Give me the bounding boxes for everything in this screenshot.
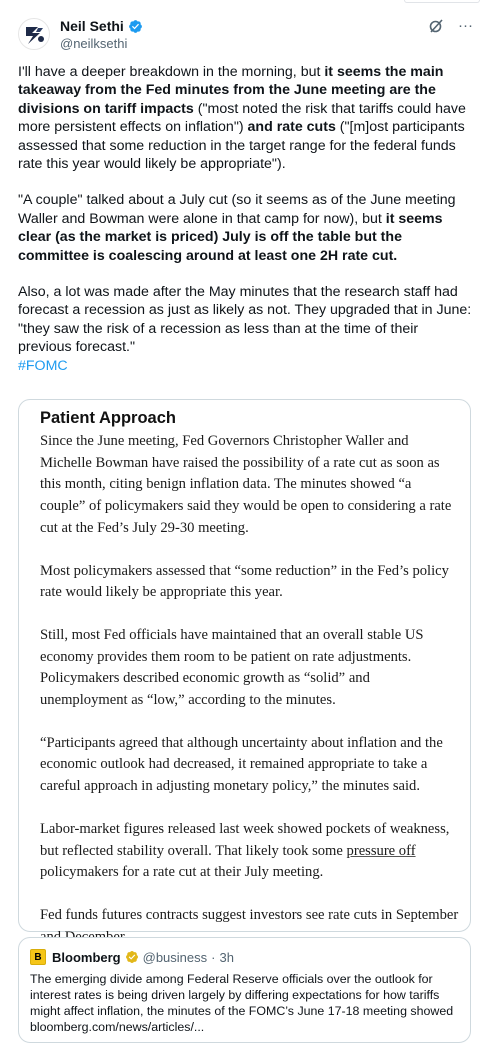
bloomberg-logo: B xyxy=(30,949,46,965)
quoted-author-handle[interactable]: @business xyxy=(142,949,208,965)
article-title: Patient Approach xyxy=(40,409,176,427)
verified-gold-badge-icon xyxy=(125,950,139,964)
article-screenshot xyxy=(40,408,460,948)
tweet-paragraph-1: I'll have a deeper breakdown in the morning, but it seems the main takeaway from the Fed minutes from the June meeting are the divisions on tariff impacts ("most noted the risk that tariffs could have more persistent effects on inflation") and rate cuts ("[m]ost participants assessed that some reduction in the target range for the federal funds rate this year would likely be appropriate"). xyxy=(18,64,466,173)
attached-image[interactable] xyxy=(18,399,471,932)
tweet-header xyxy=(18,14,473,54)
article-paragraph: Most policymakers assessed that “some reduction” in the Fed’s policy rate would likely be appropriate this year. xyxy=(40,562,449,601)
tweet-paragraph-3: Also, a lot was made after the May minutes that the research staff had forecast a recession as just as likely as not. They upgraded that in June: "they saw the risk of a recession as less than at the time of their previous forecast." #FOMC xyxy=(18,284,472,374)
hashtag-link[interactable]: #FOMC xyxy=(18,357,68,374)
verified-badge-icon xyxy=(128,19,143,34)
article-paragraph: Still, most Fed officials have maintained that an overall stable US economy provides them room to be patient on rate adjustments. Policymakers described economic growth as “solid” and unemployment as “low,” according to the minutes. xyxy=(40,626,424,709)
article-paragraph: “Participants agreed that although uncertainty about inflation and the economic outlook had decreased, it remained appropriate to take a careful approach in adjusting monetary policy,” the minutes said. xyxy=(40,734,443,795)
tweet-body xyxy=(18,63,474,375)
author-handle[interactable]: @neilksethi xyxy=(60,36,128,51)
avatar[interactable] xyxy=(18,18,50,50)
quoted-author-name[interactable]: Bloomberg xyxy=(52,949,121,965)
grok-icon[interactable] xyxy=(428,18,444,34)
quoted-timestamp[interactable]: 3h xyxy=(219,949,234,965)
article-paragraph: Since the June meeting, Fed Governors Christopher Waller and Michelle Bowman have raised the possibility of a rate cut as soon as this month, citing benign inflation data. The minutes showed “a couple” of policymakers said they would be open to considering a rate cut at the Fed’s July 29-30 meeting. xyxy=(40,433,452,536)
article-paragraph: Fed funds futures contracts suggest investors see rate cuts in September xyxy=(40,906,459,923)
article-paragraph: Labor-market figures released last week showed pockets of weakness, but reflected stability overall. That likely took some pressure off policymakers for a rate cut at their July meeting. xyxy=(40,820,450,881)
author-name[interactable]: Neil Sethi xyxy=(60,18,124,34)
tweet-paragraph-2: "A couple" talked about a July cut (so it seems as of the June meeting Waller and Bowman were alone in that camp for now), but it seems clear (as the market is priced) July is off the table but the committee is coalescing around at least one 2H rate cut. xyxy=(18,192,456,264)
quoted-tweet[interactable] xyxy=(18,937,471,1043)
more-icon[interactable]: ··· xyxy=(458,17,473,34)
separator-dot: · xyxy=(211,949,216,965)
top-divider xyxy=(0,0,488,4)
quoted-text: The emerging divide among Federal Reserve officials over the outlook for interest rates is being driven largely by differing expectations for how tariffs might affect inflation, the minutes of the FOMC’s June 17-18 meeting showed bloomberg.com/news/articles/... xyxy=(30,972,454,1035)
